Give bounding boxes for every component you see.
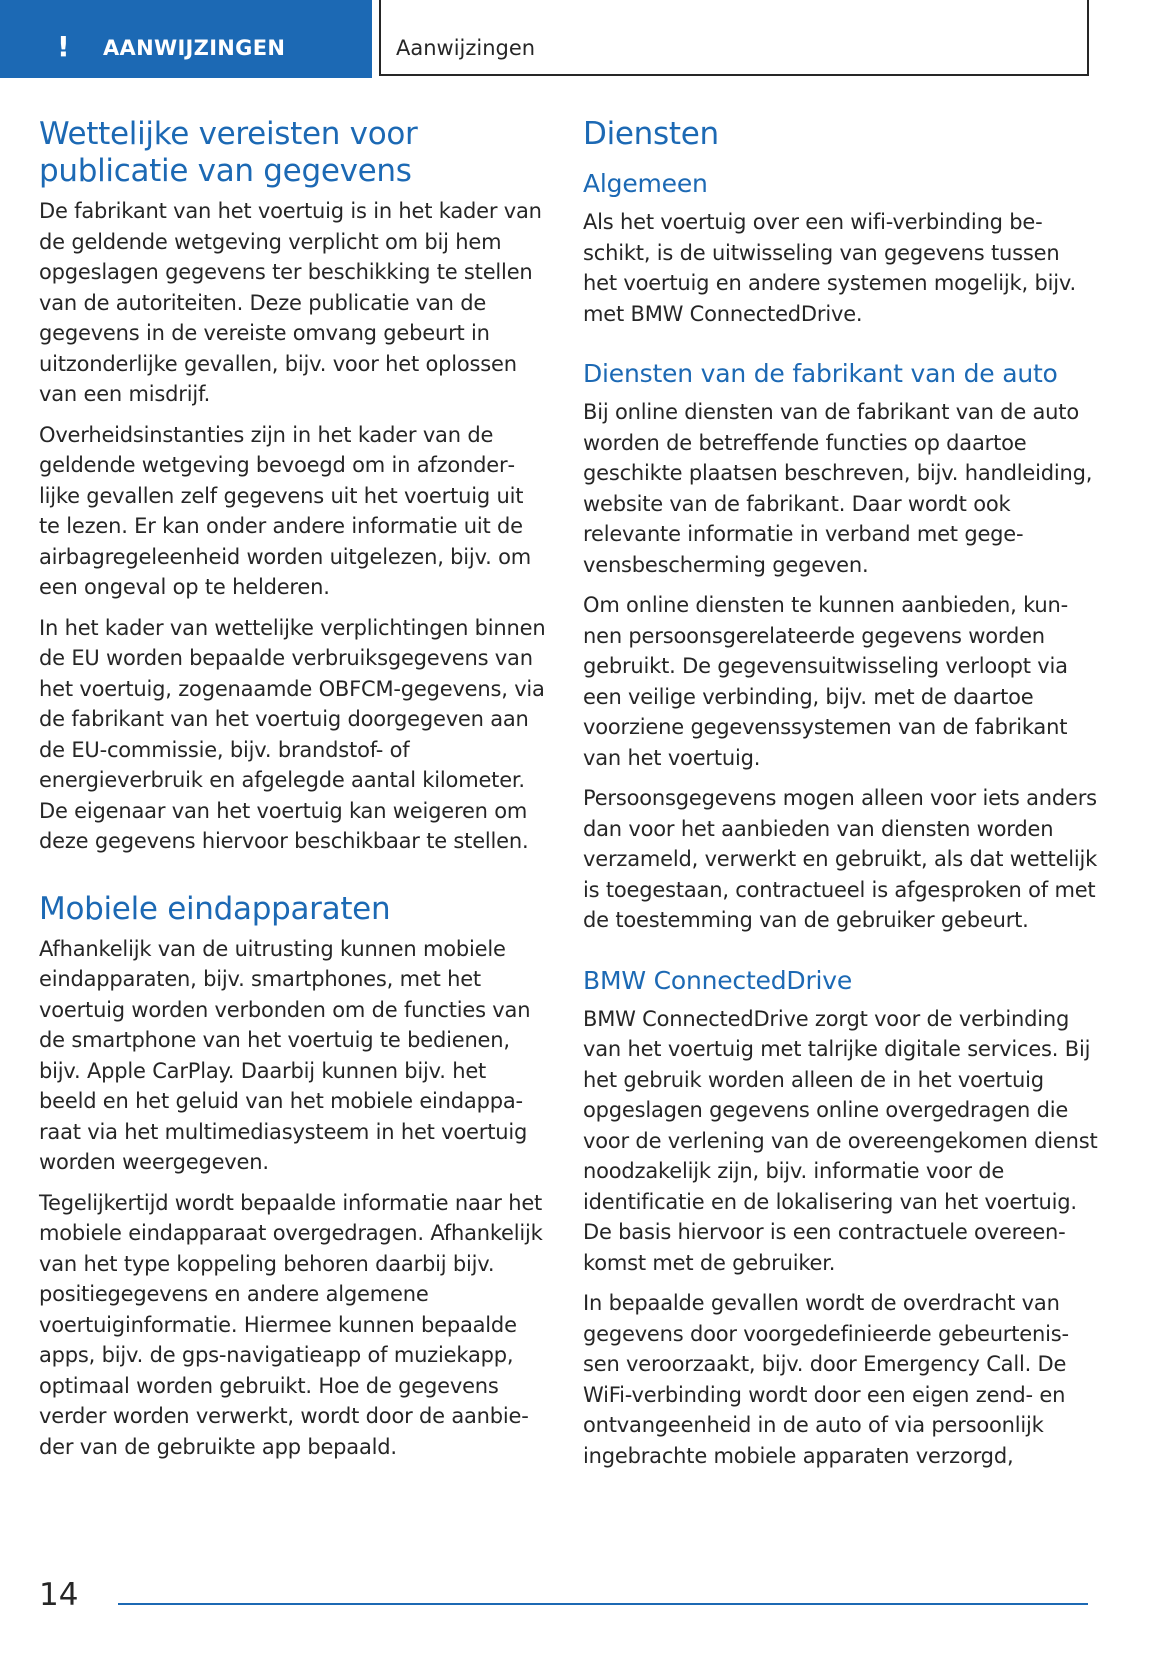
section-header-box [379, 0, 1089, 76]
heading-mobile-devices: Mobiele eindapparaten [39, 890, 391, 927]
footer-divider [118, 1603, 1088, 1605]
section-header-label: Aanwijzingen [396, 36, 536, 60]
paragraph: In het kader van wettelijke verplichtingen binnen de EU worden bepaalde verbruiksgegevens van het voertuig, zogenaamde OBFCM-gegevens, via de fabrikant van het voertuig doorgegeven aan de EU-commissie, bijv. brandstof- of energieverbruik en afgelegde aantal kilometer. De eigenaar van het voertuig kan weigeren om deze gegevens hiervoor beschikbaar te stellen. [39, 615, 546, 853]
subheading-manufacturer-services: Diensten van de fabrikant van de auto [583, 359, 1058, 388]
paragraph: Afhankelijk van de uitrusting kunnen mobiele eindapparaten, bijv. smartphones, met het voertuig worden verbonden om de functies van de smartphone van het voertuig te bedienen, bijv. Apple CarPlay. Daarbij kunnen bijv. het beeld en het geluid van het mobiele eindapparaat via het multimediasysteem in het voertuig worden weergegeven. [39, 936, 531, 1174]
paragraph: BMW ConnectedDrive zorgt voor de verbinding van het voertuig met talrijke digitale services. Bij het gebruik worden alleen de in het voertuig opgeslagen gegevens online overgedragen die voor de verlening van de overeengekomen dienst noodzakelijk zijn, bijv. informatie voor de identificatie en de lokalisering van het voertuig. De basis hiervoor is een contractuele overeenkomst met de gebruiker. [583, 1006, 1098, 1275]
right-column [583, 116, 1098, 1481]
chapter-tab [0, 0, 372, 78]
paragraph: In bepaalde gevallen wordt de overdracht van gegevens door voorgedefinieerde gebeurtenissen veroorzaakt, bijv. door Emergency Call. De WiFi-verbinding wordt door een eigen zend- en ontvangeenheid in de auto of via persoonlijk ingebrachte mobiele apparaten verzorgd, [583, 1291, 1070, 1468]
heading-services: Diensten [583, 116, 719, 152]
chapter-tab-label: AANWIJZINGEN [103, 36, 286, 60]
paragraph: Tegelijkertijd wordt bepaalde informatie naar het mobiele eindapparaat overgedragen. Afhankelijk van het type koppeling behoren daarbij bijv. positiegegevens en andere algemene voertuiginformatie. Hiermee kunnen bepaalde apps, bijv. de gps-navigatieapp of muziekapp, optimaal worden gebruikt. Hoe de gegevens verder worden verwerkt, wordt door de aanbieder van de gebruikte app bepaald. [39, 1190, 543, 1459]
paragraph: De fabrikant van het voertuig is in het kader van de geldende wetgeving verplicht om bij hem opgeslagen gegevens ter beschikking te stellen van de autoriteiten. Deze publicatie van de gegevens in de vereiste omvang gebeurt in uitzonderlijke gevallen, bijv. voor het oplossen van een misdrijf. [39, 199, 542, 406]
subheading-connecteddrive: BMW ConnectedDrive [583, 965, 853, 995]
heading-legal-requirements: Wettelijke vereisten voor publicatie van gegevens [39, 116, 418, 189]
paragraph: Overheidsinstanties zijn in het kader van de geldende wetgeving bevoegd om in afzonderlijke gevallen zelf gegevens uit het voertuig uit te lezen. Er kan onder andere informatie uit de airbagregeleenheid worden uitgelezen, bijv. om een ongeval op te helderen. [39, 422, 532, 599]
page-number: 14 [39, 1577, 79, 1613]
paragraph: Persoonsgegevens mogen alleen voor iets anders dan voor het aanbieden van diensten worden verzameld, verwerkt en gebruikt, als dat wettelijk is toegestaan, contractueel is afgesproken of met de toestemming van de gebruiker gebeurt. [583, 786, 1098, 932]
left-column [39, 116, 546, 1472]
paragraph: Om online diensten te kunnen aanbieden, kunnen persoonsgerelateerde gegevens worden gebruikt. De gegevensuitwisseling verloopt via een veilige verbinding, bijv. met de daartoe voorziene gegevenssystemen van de fabrikant van het voertuig. [583, 593, 1069, 770]
paragraph: Bij online diensten van de fabrikant van de auto worden de betreffende functies op daartoe geschikte plaatsen beschreven, bijv. handleiding, website van de fabrikant. Daar wordt ook relevante informatie in verband met gegevensbescherming gegeven. [583, 400, 1093, 577]
subheading-general: Algemeen [583, 169, 708, 198]
paragraph: Als het voertuig over een wifi-verbinding beschikt, is de uitwisseling van gegevens tussen het voertuig en andere systemen mogelijk, bijv. met BMW ConnectedDrive. [583, 210, 1076, 326]
exclamation-icon: ! [57, 30, 70, 63]
